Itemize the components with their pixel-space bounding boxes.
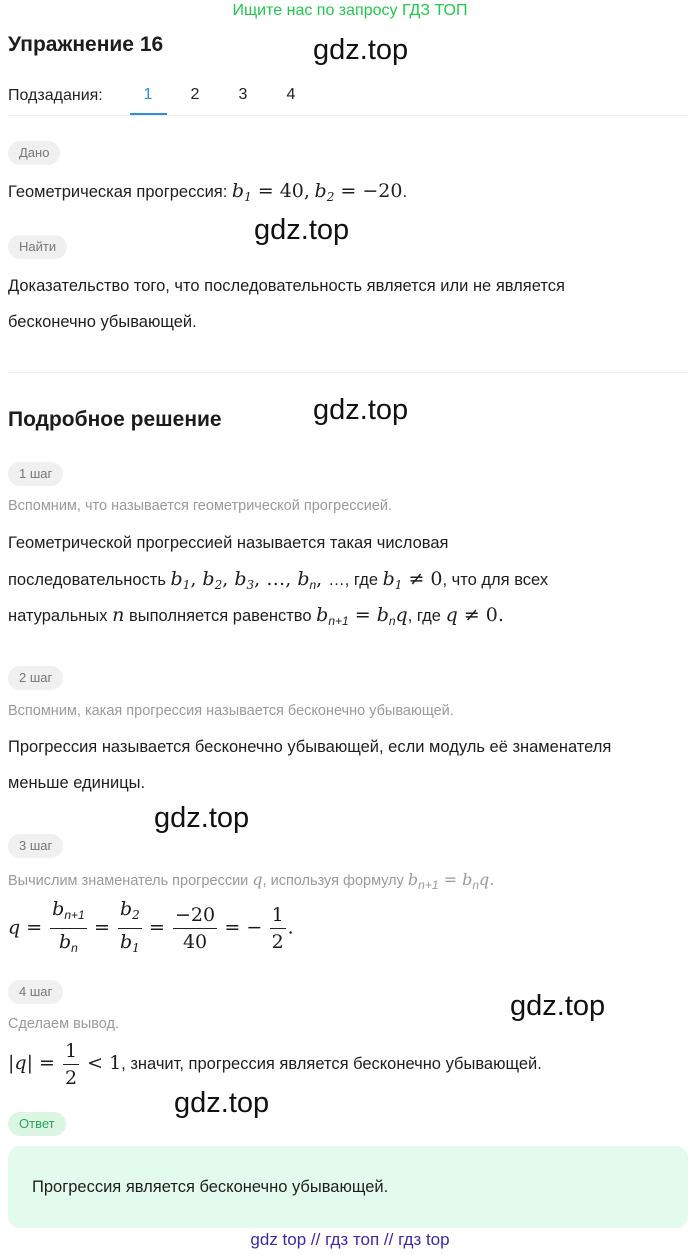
step-2-chip: 2 шаг xyxy=(8,666,63,690)
subtask-tab-4[interactable]: 4 xyxy=(286,86,296,103)
watermark: gdz.top xyxy=(154,802,250,834)
subtask-tab-3[interactable]: 3 xyxy=(238,86,248,103)
watermark: gdz.top xyxy=(510,990,606,1022)
find-text-line1: Доказательство того, что последовательность является или не является xyxy=(8,277,565,295)
step-3-hint: Вычислим знаменатель прогрессии q, используя формулу $b_{n+1} = b_nq$. xyxy=(8,870,495,892)
step-2-line2: меньше единицы. xyxy=(8,774,146,792)
step-1-line3: натуральных n выполняется равенство $b_{n+1} = b_nq$, где q ≠ 0. xyxy=(8,604,504,628)
given-text: Геометрическая прогрессия: $b_1 = 40$, $b_2 = -20$. xyxy=(8,180,408,204)
watermark: gdz.top xyxy=(174,1087,270,1119)
subtasks-label: Подзадания: xyxy=(8,87,103,104)
find-text-line2: бесконечно убывающей. xyxy=(8,313,197,331)
footer-links[interactable]: gdz top // гдз топ // гдз top xyxy=(250,1230,450,1249)
solution-title: Подробное решение xyxy=(8,408,222,431)
step-1-chip: 1 шаг xyxy=(8,462,63,486)
watermark: gdz.top xyxy=(313,394,409,426)
subtask-tab-1[interactable]: 1 xyxy=(143,86,153,103)
subtask-tab-2[interactable]: 2 xyxy=(190,86,200,103)
step-1-line1: Геометрической прогрессией называется такая числовая xyxy=(8,534,449,552)
step-2-hint: Вспомним, какая прогрессия называется бесконечно убывающей. xyxy=(8,703,454,719)
exercise-title: Упражнение 16 xyxy=(8,33,164,56)
step-3-formula: q = $\frac{b_{n+1}}{b_n}$ = $\frac{b_2}{b_1}$ = $\frac{-20}{40}$ = − $\frac{1}{2}$ . xyxy=(8,898,294,955)
given-chip: Дано xyxy=(8,141,60,165)
step-2-line1: Прогрессия называется бесконечно убывающей, если модуль её знаменателя xyxy=(8,738,612,756)
step-4-chip: 4 шаг xyxy=(8,980,63,1004)
search-banner: Ищите нас по запросу ГДЗ ТОП xyxy=(232,2,468,19)
step-4-hint: Сделаем вывод. xyxy=(8,1016,120,1032)
answer-text: Прогрессия является бесконечно убывающей. xyxy=(32,1178,389,1196)
step-4-conclusion: |q| = $\frac{1}{2}$ < 1, значит, прогрессия является бесконечно убывающей. xyxy=(8,1040,542,1089)
section-divider xyxy=(8,372,688,373)
watermark: gdz.top xyxy=(254,214,350,246)
watermark: gdz.top xyxy=(313,34,409,66)
step-1-hint: Вспомним, что называется геометрической прогрессией. xyxy=(8,498,393,514)
step-3-chip: 3 шаг xyxy=(8,834,63,858)
find-chip: Найти xyxy=(8,235,67,259)
tabs-divider xyxy=(8,115,688,116)
answer-chip: Ответ xyxy=(8,1112,66,1136)
step-1-line2: последовательность $b_1$, $b_2$, $b_3$, …, $b_n$, …, где $b_1 \ne 0$, что для всех xyxy=(8,568,549,592)
